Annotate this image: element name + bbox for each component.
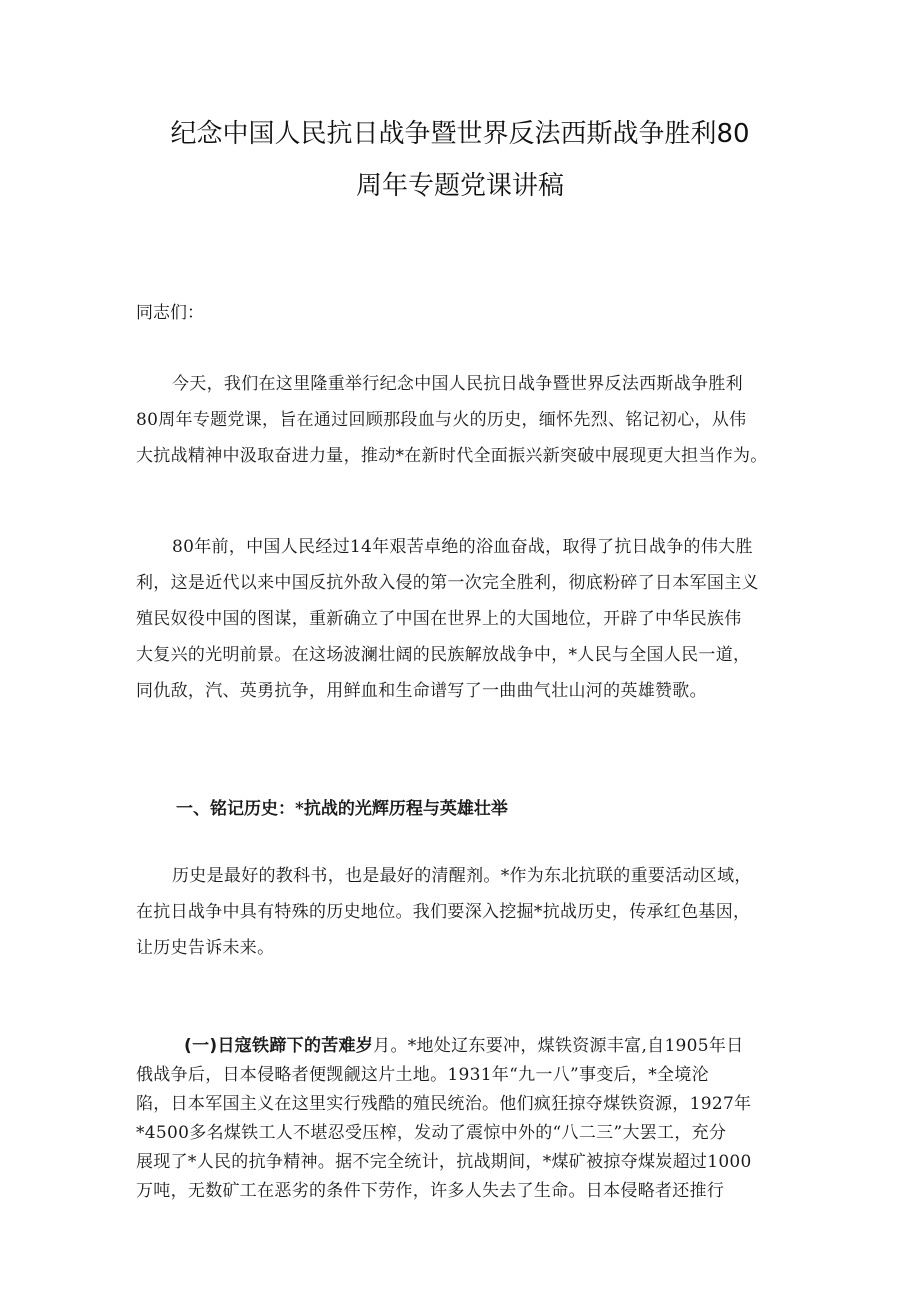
paragraph-line: 历史是最好的教科书，也是最好的清醒剂。*作为东北抗联的重要活动区域， bbox=[172, 866, 752, 886]
title-line-2: 周年专题党课讲稿 bbox=[355, 171, 564, 201]
paragraph-line: 利，这是近代以来中国反抗外敌入侵的第一次完全胜利，彻底粉碎了日本军国主义 bbox=[136, 573, 759, 593]
paragraph-line: 同仇敌，汽、英勇抗争，用鲜血和生命谱写了一曲曲气壮山河的英雄赞歌。 bbox=[136, 681, 707, 701]
subsection-heading: (一)日寇铁蹄下的苦难岁 bbox=[184, 1036, 374, 1056]
paragraph-line: 陷，日本军国主义在这里实行残酷的殖民统治。他们疯狂掠夺煤铁资源，1927年 bbox=[136, 1094, 752, 1114]
paragraph-line: 万吨，无数矿工在恶劣的条件下劳作，许多人失去了生命。日本侵略者还推行 bbox=[136, 1181, 725, 1201]
paragraph-subsection-1 bbox=[136, 1032, 786, 1206]
salutation: 同志们： bbox=[136, 303, 204, 323]
paragraph-line: 大抗战精神中汲取奋进力量，推动*在新时代全面振兴新突破中展现更大担当作为。 bbox=[136, 446, 768, 466]
paragraph-first-line bbox=[136, 1032, 786, 1061]
paragraph-intro bbox=[136, 366, 786, 474]
paragraph-line: 80年前，中国人民经过14年艰苦卓绝的浴血奋战，取得了抗日战争的伟大胜 bbox=[172, 537, 753, 557]
paragraph-line: 殖民奴役中国的图谋，重新确立了中国在世界上的大国地位，开辟了中华民族伟 bbox=[136, 609, 742, 629]
paragraph-line: 今天，我们在这里隆重举行纪念中国人民抗日战争暨世界反法西斯战争胜利 bbox=[172, 374, 743, 394]
paragraph-line: 展现了*人民的抗争精神。据不完全统计，抗战期间，*煤矿被掠夺煤炭超过1000 bbox=[136, 1152, 752, 1172]
paragraph-line: 大复兴的光明前景。在这场波澜壮阔的民族解放战争中，*人民与全国人民一道， bbox=[136, 645, 751, 665]
paragraph-history bbox=[136, 529, 786, 709]
paragraph-line: 80周年专题党课，旨在通过回顾那段血与火的历史，缅怀先烈、铭记初心，从伟 bbox=[136, 410, 747, 430]
section-heading-1: 一、铭记历史：*抗战的光辉历程与英雄壮举 bbox=[176, 799, 508, 819]
paragraph-line: 在抗日战争中具有特殊的历史地位。我们要深入挖掘*抗战历史，传承红色基因， bbox=[136, 902, 751, 922]
paragraph-line: *4500多名煤铁工人不堪忍受压榨，发动了震惊中外的“八二三”大罢工，充分 bbox=[136, 1123, 727, 1143]
paragraph-lesson bbox=[136, 858, 786, 966]
document-title bbox=[120, 108, 800, 212]
paragraph-line-rest: 月。*地处辽东要冲，煤铁资源丰富,自1905年日 bbox=[373, 1036, 744, 1056]
paragraph-line: 俄战争后，日本侵略者便觊觎这片土地。1931年“九一八”事变后，*全境沦 bbox=[136, 1065, 709, 1085]
title-line-1: 纪念中国人民抗日战争暨世界反法西斯战争胜利80 bbox=[170, 119, 750, 149]
paragraph-line: 让历史告诉未来。 bbox=[136, 938, 275, 958]
